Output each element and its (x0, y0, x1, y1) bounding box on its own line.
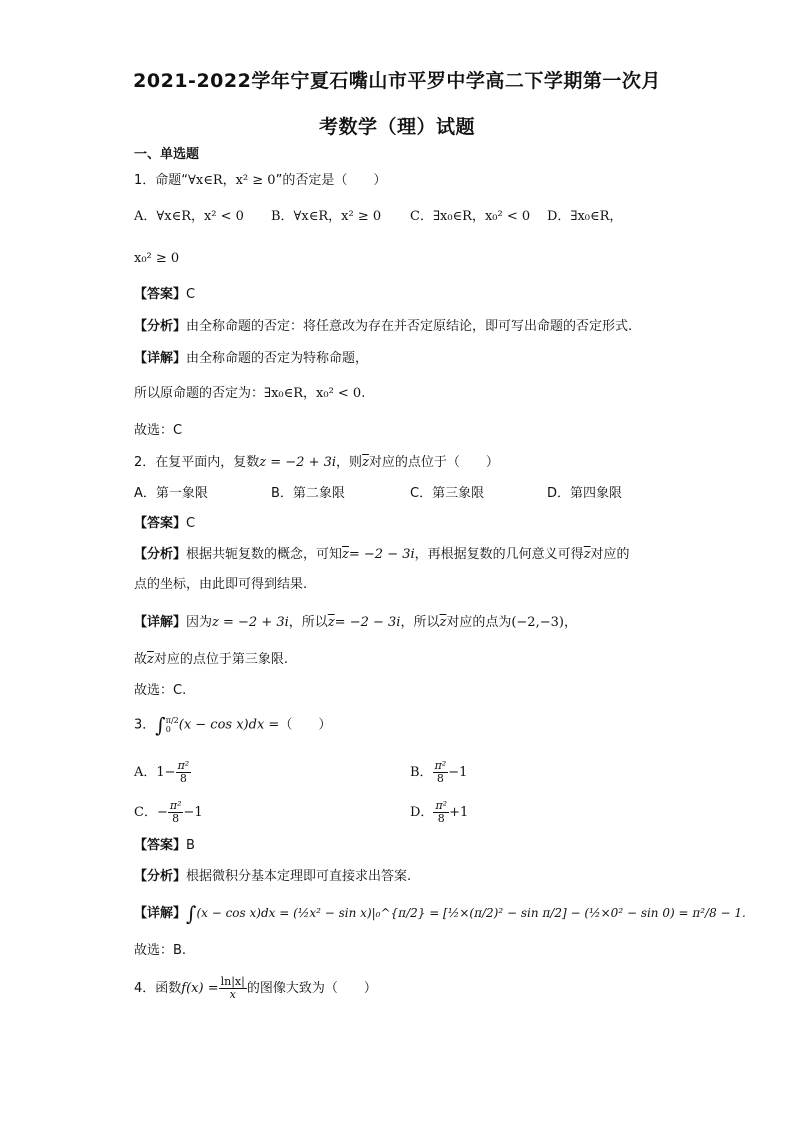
doc-title-line1: 2021-2022学年宁夏石嘴山市平罗中学高二下学期第一次月 (133, 70, 661, 92)
q3-opt-a-den: 8 (179, 772, 187, 785)
q2-option-b: B．第二象限 (271, 486, 345, 501)
q1-stem-a: 1．命题“ (134, 173, 189, 188)
analysis-tag: 【分析】 (134, 869, 187, 884)
q2-choose: 故选：C. (134, 683, 187, 698)
q2-zbar: $\overline{z}$ (327, 615, 335, 630)
q2-analysis-c: 对应的 (590, 547, 630, 562)
q2-stem-zbar: $\overline{z}$ (362, 455, 369, 470)
q2-zbar: $\overline{z}$ (583, 547, 591, 562)
q3-option-d (410, 800, 468, 825)
q2-detail2-a: 故 (134, 652, 148, 667)
q3-opt-c-pre: C．− (134, 805, 168, 820)
q2-stem-c: 对应的点位于（ ） (368, 455, 499, 470)
q2-stem-a: 2．在复平面内，复数 (134, 455, 260, 470)
q1-option-a: A．∀x∈R，x² < 0 (134, 209, 244, 224)
q3-opt-b-post: −1 (448, 765, 468, 780)
q3-option-c (134, 800, 203, 825)
q3-opt-c-den: 8 (172, 812, 180, 825)
q2-analysis-math: = −2 − 3i (348, 547, 415, 562)
q3-opt-b-pre: B． (410, 765, 433, 780)
q3-opt-d-pre: D． (410, 805, 434, 820)
q3-opt-c-num: π² (169, 799, 182, 812)
q2-stem-math: z = −2 + 3i (259, 455, 337, 470)
q1-detail2-math: ∃x₀∈R，x₀² < 0 (264, 386, 362, 401)
q4-stem-b: 的图像大致为（ ） (246, 981, 377, 996)
q1-stem (134, 172, 386, 190)
analysis-tag: 【分析】 (134, 547, 187, 562)
q2-option-c: C．第三象限 (410, 486, 485, 501)
q1-detail (134, 350, 368, 368)
q3-stem-num: 3． (134, 717, 156, 733)
detail-tag: 【详解】 (134, 615, 187, 630)
q3-opt-a-num: π² (177, 759, 190, 772)
q2-option-d: D．第四象限 (547, 486, 623, 501)
integral-sign: ∫ (186, 901, 197, 926)
q2-option-a: A．第一象限 (134, 486, 208, 501)
q2-detail-m1: z = −2 + 3i (212, 615, 289, 630)
q1-detail2-a: 所以原命题的否定为： (134, 386, 265, 401)
q2-detail-c: ，所以 (400, 615, 440, 630)
q3-stem (134, 713, 332, 737)
q1-answer (134, 286, 195, 304)
q2-detail-m2: = −2 − 3i (334, 615, 401, 630)
q2-answer (134, 515, 195, 533)
q1-stem-math: ∀x∈R，x² ≥ 0 (188, 173, 276, 188)
q2-zbar: $\overline{z}$ (147, 652, 154, 667)
q2-detail-m3: (−2,−3) (511, 615, 564, 630)
q1-analysis (134, 318, 632, 336)
q3-opt-d-num: π² (435, 799, 448, 812)
q3-opt-c-post: −1 (183, 805, 203, 820)
q1-option-d-cont: x₀² ≥ 0 (134, 251, 180, 266)
q4-stem (134, 976, 377, 1001)
q3-opt-a-pre: A．1− (134, 765, 176, 780)
q3-answer-value: B (186, 838, 195, 853)
q1-option-c: C．∃x₀∈R，x₀² < 0 (410, 209, 531, 224)
q4-frac-num: ln|x| (220, 975, 245, 988)
q2-analysis-line2: 点的坐标，由此即可得到结果. (134, 577, 308, 592)
integral-sign: ∫ (155, 713, 166, 737)
q3-detail-math: (x − cos x)dx = (½x² − sin x)|₀^{π/2} = [½×(π/2)² − sin π/2] − (½×0² − sin 0) = π²/8 − 1. (196, 906, 746, 920)
q3-option-a (134, 760, 191, 785)
answer-tag: 【答案】 (134, 287, 187, 302)
q1-choose: 故选：C (134, 423, 183, 438)
answer-tag: 【答案】 (134, 516, 187, 531)
q2-detail-e: ， (563, 615, 577, 630)
q3-lower-limit: 0 (165, 725, 171, 734)
q2-answer-value: C (186, 516, 196, 531)
answer-tag: 【答案】 (134, 838, 187, 853)
q1-detail-line2 (134, 385, 365, 403)
q4-frac-den: x (229, 988, 236, 1001)
q3-opt-b-num: π² (434, 759, 447, 772)
section-heading: 一、单选题 (134, 147, 200, 162)
q3-upper-limit: π/2 (165, 716, 179, 725)
q1-stem-b: ”的否定是（ ） (275, 173, 387, 188)
q2-detail (134, 614, 577, 632)
q1-option-b: B．∀x∈R，x² ≥ 0 (271, 209, 382, 224)
q1-detail2-b: . (361, 386, 366, 401)
q3-opt-d-post: +1 (449, 805, 469, 820)
q2-detail-line2 (134, 651, 288, 669)
q2-zbar: $\overline{z}$ (439, 615, 447, 630)
q3-answer (134, 837, 195, 855)
q3-choose: 故选：B. (134, 943, 187, 958)
q3-analysis-text: 根据微积分基本定理即可直接求出答案. (186, 869, 412, 884)
q1-answer-value: C (186, 287, 196, 302)
q2-detail2-b: 对应的点位于第三象限. (153, 652, 289, 667)
q3-opt-d-den: 8 (437, 812, 445, 825)
q2-detail-d: 对应的点为 (446, 615, 512, 630)
q3-option-b (410, 760, 467, 785)
q4-stem-f: f(x) = (181, 981, 219, 996)
q3-opt-b-den: 8 (436, 772, 444, 785)
q2-zbar: $\overline{z}$ (342, 547, 349, 562)
q2-stem (134, 454, 499, 472)
q1-analysis-text: 由全称命题的否定：将任意改为存在并否定原结论，即可写出命题的否定形式. (186, 319, 633, 334)
q1-option-d: D．∃x₀∈R， (547, 209, 623, 224)
detail-tag: 【详解】 (134, 906, 187, 921)
detail-tag: 【详解】 (134, 351, 187, 366)
doc-title-line2: 考数学（理）试题 (318, 116, 475, 138)
q2-stem-b: ，则 (336, 455, 363, 470)
q2-analysis (134, 546, 630, 564)
analysis-tag: 【分析】 (134, 319, 187, 334)
q3-detail (134, 901, 746, 926)
q3-analysis (134, 868, 411, 886)
q3-stem-paren: （ ） (279, 717, 332, 733)
q2-detail-b: ，所以 (288, 615, 328, 630)
q1-detail-text: 由全称命题的否定为特称命题， (186, 351, 369, 366)
q2-analysis-a: 根据共轭复数的概念，可知 (186, 547, 343, 562)
q4-stem-a: 4．函数 (134, 981, 182, 996)
q2-analysis-b: ，再根据复数的几何意义可得 (414, 547, 584, 562)
q3-stem-body: (x − cos x)dx = (178, 717, 280, 733)
q2-detail-a: 因为 (186, 615, 213, 630)
